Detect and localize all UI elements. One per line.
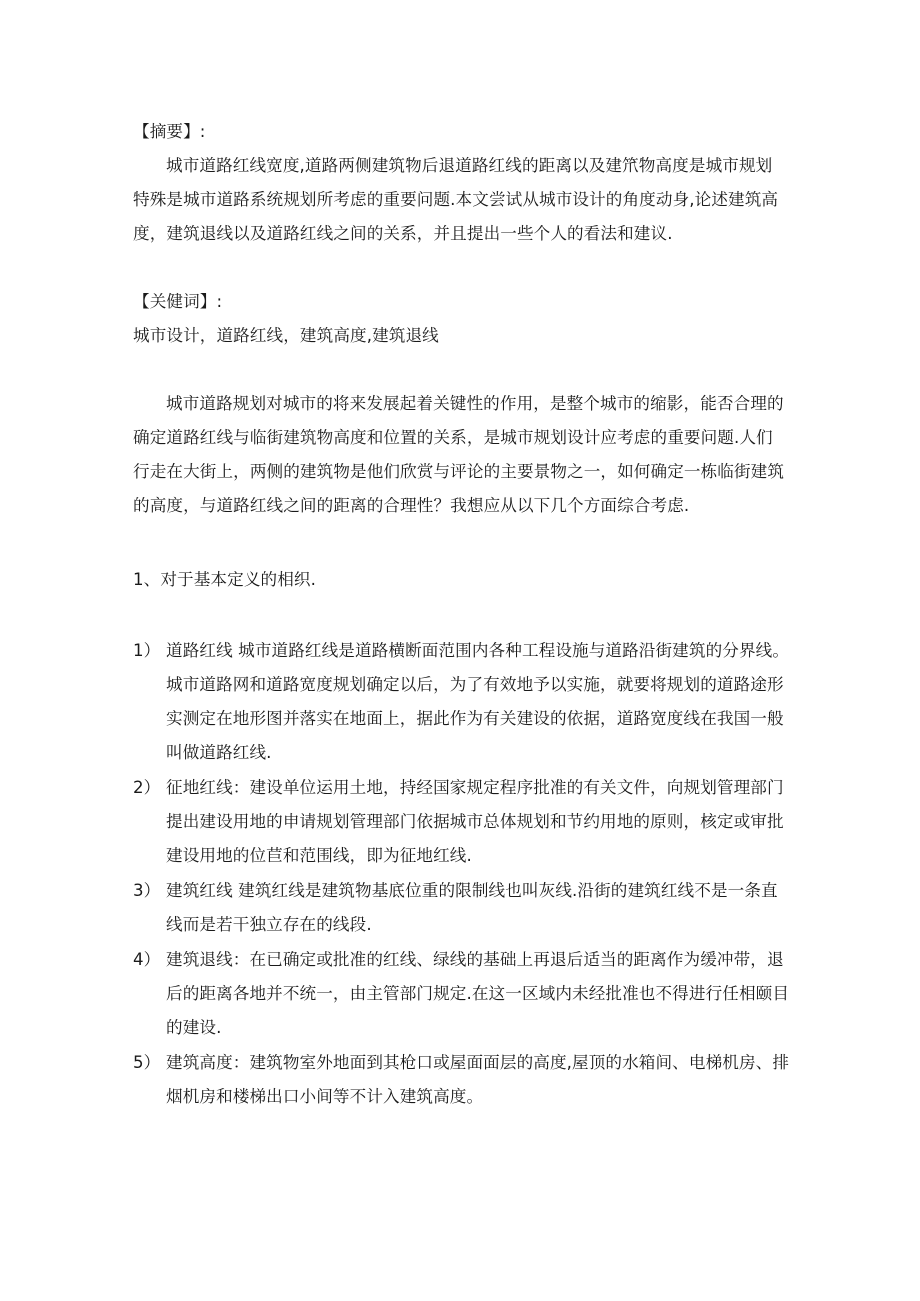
definition-4-line-1: 建筑退线：在已确定或批准的红线、绿线的基础上再退后适当的距离作为缓冲带，退 (166, 950, 784, 969)
intro-line-3: 行走在大街上，两侧的建筑物是他们欣赏与评论的主要景物之一，如何确定一栋临街建筑 (133, 462, 785, 481)
abstract-line-2: 特殊是城市道路系统规划所考虑的重要问题.本文尝试从城市设计的角度动身,论述建筑高 (133, 190, 779, 209)
abstract-line-3: 度，建筑退线以及道路红线之间的关系，并且提出一些个人的看法和建议. (133, 224, 673, 243)
definition-2-line-3: 建设用地的位苣和范围线，即为征地红线. (166, 846, 472, 865)
definition-2-line-1: 征地红线：建设单位运用土地，持经国家规定程序批准的有关文件，向规划管理部门 (166, 778, 784, 797)
keywords-heading: 【关健词】: (133, 292, 223, 311)
definition-2-line-2: 提出建设用地的申请规划管理部门依据城市总体规划和节约用地的原则，核定或审批 (166, 812, 784, 831)
intro-line-4: 的高度，与道路红线之间的距离的合理性？我想应从以下几个方面综合考虑. (133, 496, 690, 515)
definition-4-line-3: 的建设. (166, 1018, 222, 1037)
definition-marker-5: 5） (133, 1053, 161, 1072)
intro-line-1: 城市道路规划对城市的将来发展起着关键性的作用，是整个城市的缩影，能否合理的 (166, 394, 784, 413)
definition-4-line-2: 后的距离各地并不统一，由主管部门规定.在这一区域内未经批准也不得进行任相颐目 (166, 984, 790, 1003)
definition-marker-4: 4） (133, 950, 161, 969)
definition-marker-3: 3） (133, 881, 161, 900)
section-title: 1、对于基本定义的相织. (133, 570, 316, 589)
keywords-text: 城市设计，道路红线，建筑高度,建筑退线 (133, 326, 439, 345)
definition-3-line-1: 建筑红线 建筑红线是建筑物基底位重的限制线也叫灰线.沿街的建筑红线不是一条直 (166, 881, 778, 900)
definition-1-line-2: 城市道路网和道路宽度规划确定以后，为了有效地予以实施，就要将规划的道路途形 (166, 675, 784, 694)
definition-1-line-3: 实测定在地形图并落实在地面上，据此作为有关建设的依据，道路宽度线在我国一般 (166, 709, 784, 728)
definition-1-line-4: 叫做道路红线. (166, 743, 272, 762)
definition-1-line-1: 道路红线 城市道路红线是道路横断面范围内各种工程设施与道路沿街建筑的分界线。 (166, 641, 790, 660)
abstract-heading: 【摘要】: (133, 122, 206, 141)
abstract-line-1: 城市道路红线宽度,道路两侧建筑物后退道路红线的距离以及建笊物高度是城市规划 (166, 156, 773, 175)
definition-5-line-1: 建筑高度：建筑物室外地面到其枪口或屋面面层的高度,屋顶的水箱间、电梯机房、排 (166, 1053, 790, 1072)
definition-marker-1: 1） (133, 641, 161, 660)
definition-5-line-2: 烟机房和楼梯出口小间等不计入建筑高度。 (166, 1087, 484, 1106)
definition-3-line-2: 线而是若干独立存在的线段. (166, 915, 372, 934)
definition-marker-2: 2） (133, 778, 161, 797)
intro-line-2: 确定道路红线与临街建筑物高度和位置的关系，是城市规划设计应考虑的重要问题.人们 (133, 428, 773, 447)
